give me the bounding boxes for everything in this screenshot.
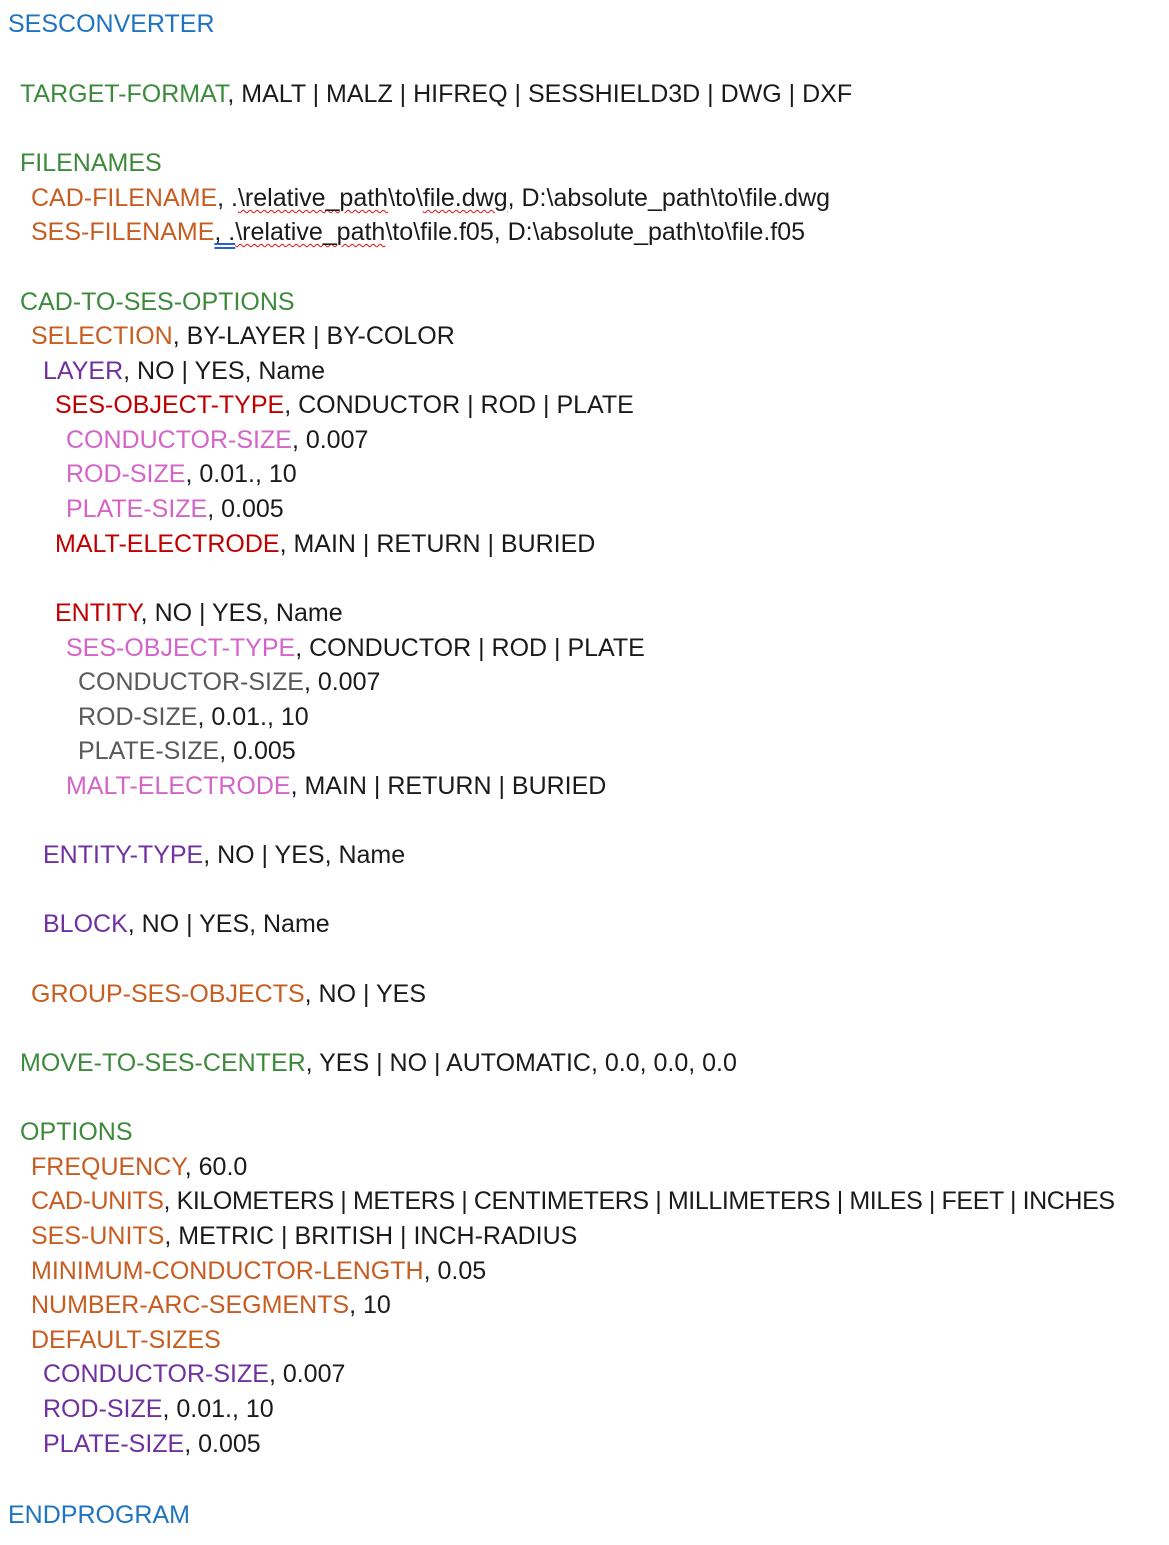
entity-type-line — [43, 838, 405, 872]
cad-to-ses-key: CAD-TO-SES-OPTIONS — [20, 288, 295, 316]
layer-rod-size-key: ROD-SIZE — [66, 460, 186, 488]
move-to-center-value: , YES | NO | AUTOMATIC, 0.0, 0.0, 0.0 — [305, 1049, 737, 1077]
min-conductor-length-line — [31, 1254, 486, 1288]
entity-conductor-size-key: CONDUCTOR-SIZE — [78, 668, 304, 696]
layer-object-type-line — [55, 388, 634, 422]
options-key: OPTIONS — [20, 1118, 133, 1146]
min-conductor-length-key: MINIMUM-CONDUCTOR-LENGTH — [31, 1257, 424, 1285]
cad-filename-mid: \to\ — [388, 184, 423, 212]
ses-units-line — [31, 1219, 577, 1253]
entity-malt-electrode-line — [66, 769, 606, 803]
group-ses-objects-value: , NO | YES — [304, 980, 427, 1008]
entity-malt-electrode-key: MALT-ELECTRODE — [66, 772, 291, 800]
arc-segments-value: , 10 — [349, 1291, 391, 1319]
layer-object-type-key: SES-OBJECT-TYPE — [55, 391, 285, 419]
cad-units-value: , KILOMETERS | METERS | CENTIMETERS | MILLIMETERS | MILES | FEET | INCHES — [163, 1187, 1115, 1215]
filenames-key: FILENAMES — [20, 149, 162, 177]
block-value: , NO | YES, Name — [127, 910, 330, 938]
move-to-center-key: MOVE-TO-SES-CENTER — [20, 1049, 306, 1077]
entity-malt-electrode-value: , MAIN | RETURN | BURIED — [290, 772, 607, 800]
entity-object-type-value: , CONDUCTOR | ROD | PLATE — [295, 634, 645, 662]
cad-filename-rest: , D:\absolute_path\to\file.dwg — [507, 184, 831, 212]
entity-plate-size-value: , 0.005 — [219, 737, 296, 765]
selection-line — [31, 319, 455, 353]
target-format-value: , MALT | MALZ | HIFREQ | SESSHIELD3D | DWG | DXF — [227, 80, 853, 108]
entity-line — [55, 596, 343, 630]
entity-rod-size-key: ROD-SIZE — [78, 703, 198, 731]
default-sizes-line — [31, 1323, 221, 1357]
default-conductor-size-value: , 0.007 — [268, 1360, 346, 1388]
layer-conductor-size-value: , 0.007 — [291, 426, 369, 454]
cad-to-ses-line — [20, 285, 295, 319]
group-ses-objects-key: GROUP-SES-OBJECTS — [31, 980, 305, 1008]
entity-object-type-key: SES-OBJECT-TYPE — [66, 634, 296, 662]
arc-segments-key: NUMBER-ARC-SEGMENTS — [31, 1291, 350, 1319]
selection-value: , BY-LAYER | BY-COLOR — [172, 322, 455, 350]
layer-malt-electrode-line — [55, 527, 595, 561]
options-line — [20, 1115, 133, 1149]
frequency-value: , 60.0 — [184, 1153, 248, 1181]
cad-units-line — [31, 1184, 1115, 1218]
frequency-key: FREQUENCY — [31, 1153, 185, 1181]
layer-conductor-size-line — [66, 423, 368, 457]
program-title-line — [8, 7, 215, 41]
layer-plate-size-value: , 0.005 — [207, 495, 284, 523]
layer-value: , NO | YES, Name — [123, 357, 326, 385]
entity-value: , NO | YES, Name — [140, 599, 343, 627]
min-conductor-length-value: , 0.05 — [423, 1257, 487, 1285]
ses-filename-line — [31, 215, 805, 249]
end-program: ENDPROGRAM — [8, 1501, 190, 1529]
default-conductor-size-key: CONDUCTOR-SIZE — [43, 1360, 269, 1388]
move-to-center-line — [20, 1046, 737, 1080]
entity-conductor-size-line — [78, 665, 380, 699]
entity-key: ENTITY — [55, 599, 141, 627]
selection-key: SELECTION — [31, 322, 173, 350]
ses-filename-sep: , . — [214, 218, 236, 246]
target-format-key: TARGET-FORMAT — [20, 80, 228, 108]
layer-rod-size-value: , 0.01., 10 — [185, 460, 297, 488]
layer-key: LAYER — [43, 357, 124, 385]
cad-filename-sep: , . — [217, 184, 238, 212]
layer-line — [43, 354, 325, 388]
entity-type-value: , NO | YES, Name — [203, 841, 406, 869]
default-rod-size-value: , 0.01., 10 — [162, 1395, 274, 1423]
default-conductor-size-line — [43, 1357, 345, 1391]
ses-units-value: , METRIC | BRITISH | INCH-RADIUS — [164, 1222, 578, 1250]
entity-type-key: ENTITY-TYPE — [43, 841, 204, 869]
arc-segments-line — [31, 1288, 391, 1322]
ses-filename-rest: \to\file.f05, D:\absolute_path\to\file.f05 — [385, 218, 806, 246]
cad-filename-relative: \relative_path — [237, 184, 389, 212]
target-format-line — [20, 77, 852, 111]
layer-conductor-size-key: CONDUCTOR-SIZE — [66, 426, 292, 454]
layer-rod-size-line — [66, 457, 297, 491]
layer-object-type-value: , CONDUCTOR | ROD | PLATE — [284, 391, 634, 419]
default-plate-size-value: , 0.005 — [184, 1430, 261, 1458]
ses-filename-relative: \relative_path — [235, 218, 386, 246]
entity-rod-size-value: , 0.01., 10 — [197, 703, 309, 731]
cad-filename-line — [31, 181, 830, 215]
group-ses-objects-line — [31, 977, 426, 1011]
block-key: BLOCK — [43, 910, 128, 938]
frequency-line — [31, 1150, 247, 1184]
block-line — [43, 907, 330, 941]
ses-filename-key: SES-FILENAME — [31, 218, 215, 246]
layer-plate-size-line — [66, 492, 284, 526]
cad-units-key: CAD-UNITS — [31, 1187, 164, 1215]
filenames-line — [20, 146, 162, 180]
entity-plate-size-line — [78, 734, 296, 768]
layer-malt-electrode-key: MALT-ELECTRODE — [55, 530, 280, 558]
layer-malt-electrode-value: , MAIN | RETURN | BURIED — [279, 530, 596, 558]
end-program-line — [8, 1498, 190, 1532]
entity-object-type-line — [66, 631, 645, 665]
entity-conductor-size-value: , 0.007 — [303, 668, 381, 696]
cad-filename-file: file.dwg — [422, 184, 508, 212]
ses-units-key: SES-UNITS — [31, 1222, 165, 1250]
default-rod-size-key: ROD-SIZE — [43, 1395, 163, 1423]
cad-filename-key: CAD-FILENAME — [31, 184, 218, 212]
default-rod-size-line — [43, 1392, 274, 1426]
program-title: SESCONVERTER — [8, 10, 215, 38]
default-plate-size-line — [43, 1427, 261, 1461]
layer-plate-size-key: PLATE-SIZE — [66, 495, 208, 523]
entity-plate-size-key: PLATE-SIZE — [78, 737, 220, 765]
default-plate-size-key: PLATE-SIZE — [43, 1430, 185, 1458]
entity-rod-size-line — [78, 700, 309, 734]
default-sizes-key: DEFAULT-SIZES — [31, 1326, 221, 1354]
